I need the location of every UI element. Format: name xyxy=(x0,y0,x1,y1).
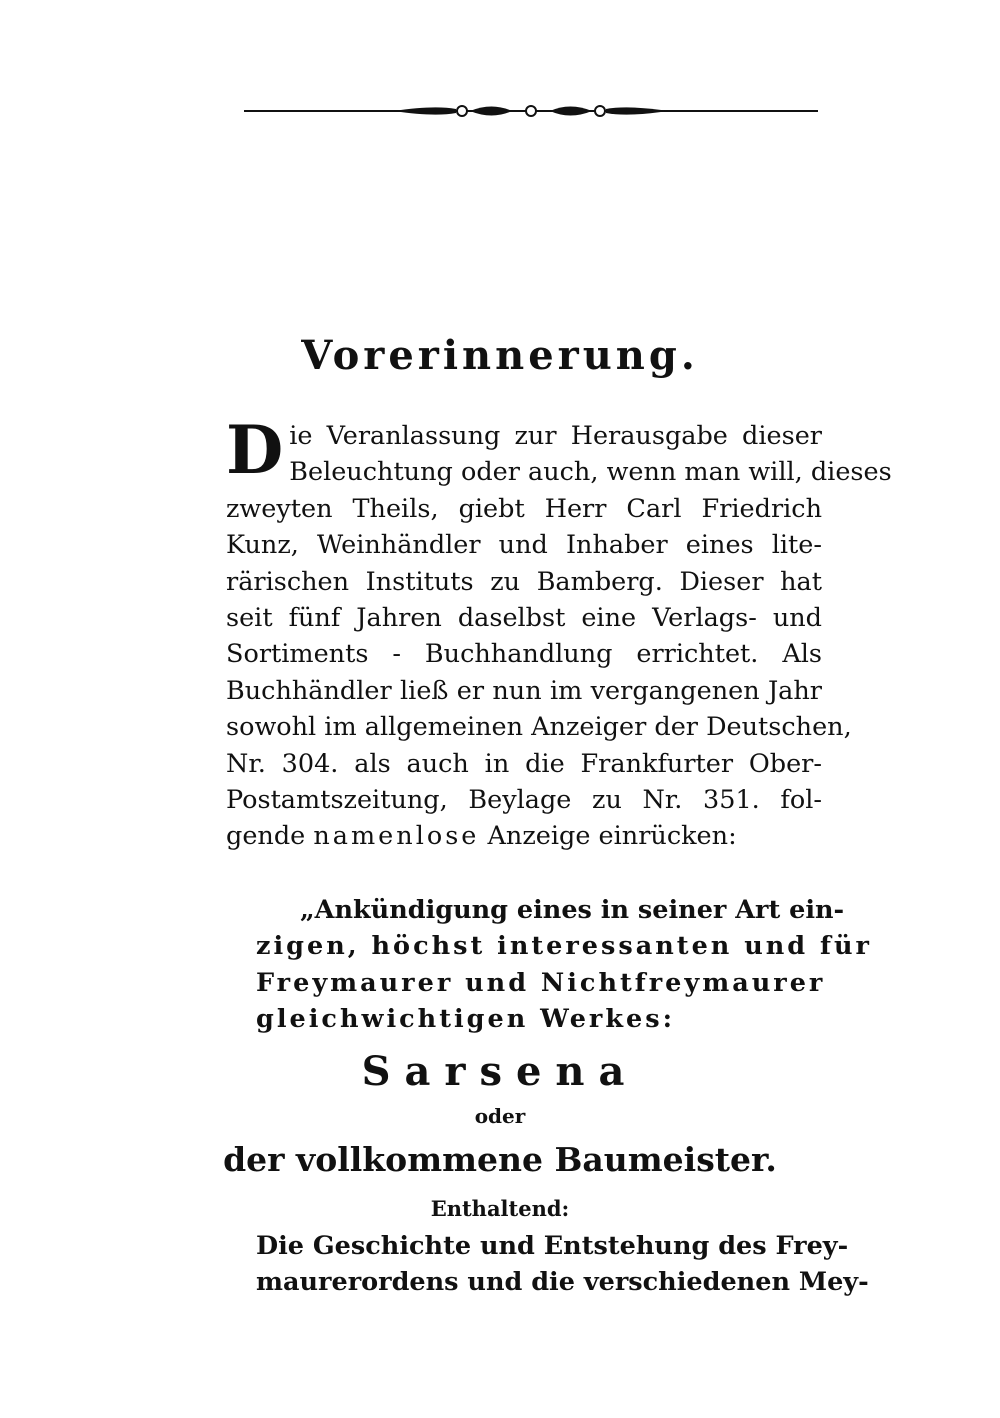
quote-line: gleichwichtigen Werkes: xyxy=(256,1004,676,1035)
announcement-quote xyxy=(256,892,872,1038)
text-line: Kunz, Weinhändler und Inhaber eines lite- xyxy=(226,530,822,561)
emphasized-word: namenlose xyxy=(313,821,480,852)
text-word: Anzeige einrücken: xyxy=(487,821,737,852)
text-line: Postamtszeitung, Beylage zu Nr. 351. fol- xyxy=(226,785,822,816)
intro-paragraph xyxy=(226,411,892,855)
text-line-last xyxy=(226,818,822,854)
quote-line: zigen, höchst interessanten und für xyxy=(256,931,872,962)
contents-text xyxy=(256,1228,869,1301)
quote-line: „Ankündigung eines in seiner Art ein- xyxy=(300,895,845,925)
text-line: seit fünf Jahren daselbst eine Verlags- und xyxy=(226,603,822,634)
contents-line: maurerordens und die verschiedenen Mey- xyxy=(256,1267,869,1298)
drop-cap: D xyxy=(226,411,284,489)
text-line: zweyten Theils, giebt Herr Carl Friedrich xyxy=(226,493,822,524)
text-line: Sortiments - Buchhandlung errichtet. Als xyxy=(226,639,822,670)
text-word: gende xyxy=(226,821,306,852)
work-subtitle: der vollkommene Baumeister. xyxy=(223,1140,777,1179)
ornament-divider xyxy=(244,96,818,126)
text-line: sowohl im allgemeinen Anzeiger der Deutschen, xyxy=(226,712,852,743)
work-title: Sarsena xyxy=(361,1048,639,1095)
text-line: rärischen Instituts zu Bamberg. Dieser hat xyxy=(226,566,822,597)
oder-text: oder xyxy=(474,1104,526,1128)
text-line: Nr. 304. als auch in die Frankfurter Ober- xyxy=(226,748,822,779)
quote-line: Freymaurer und Nichtfreymaurer xyxy=(256,967,826,998)
contents-line: Die Geschichte und Entstehung des Frey- xyxy=(256,1231,849,1261)
text-line: Beleuchtung oder auch, wenn man will, dieses xyxy=(289,457,892,488)
text-line: ie Veranlassung zur Herausgabe dieser xyxy=(289,421,822,451)
text-line: Buchhändler ließ er nun im vergangenen Jahr xyxy=(226,675,822,706)
page-title: Vorerinnerung. xyxy=(301,332,699,379)
enthaltend-heading: Enthaltend: xyxy=(430,1196,570,1221)
